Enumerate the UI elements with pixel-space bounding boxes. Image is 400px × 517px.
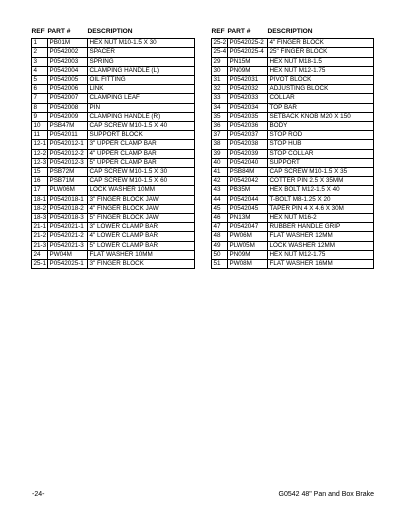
- part-number-cell: PSB84M: [228, 168, 268, 177]
- part-number-cell: P0542008: [48, 103, 88, 112]
- table-row: [32, 76, 195, 85]
- ref-cell: 40: [212, 158, 228, 167]
- description-cell: SETBACK KNOB M20 X 150: [268, 112, 374, 121]
- description-cell: COLLAR: [268, 94, 374, 103]
- table-row: [212, 57, 374, 66]
- table-row: [212, 94, 374, 103]
- table-row: [32, 250, 195, 259]
- table-row: [32, 177, 195, 186]
- description-cell: TOP BAR: [268, 103, 374, 112]
- document-title: G0542 48" Pan and Box Brake: [278, 491, 374, 498]
- ref-cell: 36: [212, 122, 228, 131]
- table-row: [32, 214, 195, 223]
- part-number-cell: PN13M: [228, 214, 268, 223]
- table-row: [32, 131, 195, 140]
- part-number-cell: P0542047: [228, 223, 268, 232]
- part-number-cell: P0542031: [228, 76, 268, 85]
- description-cell: STOP ROD: [268, 131, 374, 140]
- description-cell: HEX NUT M18-1.5: [268, 57, 374, 66]
- part-number-cell: PSB47M: [48, 122, 88, 131]
- ref-cell: 21-3: [33, 241, 47, 249]
- part-number-cell: PN09M: [228, 66, 268, 75]
- description-cell: 3" UPPER CLAMP BAR: [88, 140, 195, 149]
- ref-cell: 3: [32, 57, 48, 66]
- ref-cell: 34: [212, 103, 228, 112]
- part-number-cell: PB35M: [228, 186, 268, 195]
- part-number-cell: P0542005: [48, 76, 88, 85]
- parts-table-left-body: [32, 39, 195, 269]
- description-cell: T-BOLT M8-1.25 X 20: [268, 195, 374, 204]
- ref-cell: 51: [212, 260, 228, 269]
- table-row: [32, 168, 195, 177]
- table-header-row: [32, 28, 195, 39]
- table-row: [32, 223, 195, 232]
- description-cell: PIVOT BLOCK: [268, 76, 374, 85]
- part-number-cell: P0542009: [48, 112, 88, 121]
- ref-cell: 10: [32, 122, 48, 131]
- table-row: [212, 241, 374, 250]
- table-row: [32, 186, 195, 195]
- table-row: [32, 241, 195, 250]
- ref-cell: 33: [212, 94, 228, 103]
- ref-cell: 12-1: [33, 140, 47, 148]
- description-header: DESCRIPTION: [87, 28, 133, 35]
- table-row: [212, 168, 374, 177]
- description-cell: CAP SCREW M10-1.5 X 40: [88, 122, 195, 131]
- table-row: [212, 250, 374, 259]
- parts-table-right-body: [212, 39, 374, 269]
- description-cell: STOP HUB: [268, 140, 374, 149]
- description-cell: 5" LOWER CLAMP BAR: [88, 241, 195, 250]
- part-number-cell: P0542025-2: [228, 39, 268, 48]
- part-number-cell: P0542045: [228, 204, 268, 213]
- table-row: [32, 85, 195, 94]
- part-number-cell: PW08M: [228, 260, 268, 269]
- ref-cell: 50: [212, 250, 228, 259]
- description-cell: CLAMPING LEAF: [88, 94, 195, 103]
- description-cell: LOCK WASHER 10MM: [88, 186, 195, 195]
- part-number-cell: P0542034: [228, 103, 268, 112]
- ref-cell: 48: [212, 232, 228, 241]
- ref-cell: 32: [212, 85, 228, 94]
- table-row: [212, 195, 374, 204]
- part-number-cell: P0542003: [48, 57, 88, 66]
- ref-cell: 45: [212, 204, 228, 213]
- ref-cell: 6: [32, 85, 48, 94]
- ref-cell: 35: [212, 112, 228, 121]
- ref-cell: 25-4: [213, 48, 227, 56]
- table-row: [212, 214, 374, 223]
- description-cell: 3" FINGER BLOCK: [88, 260, 195, 269]
- ref-cell: 41: [212, 168, 228, 177]
- description-cell: HEX BOLT M12-1.5 X 40: [268, 186, 374, 195]
- description-cell: SPRING: [88, 57, 195, 66]
- description-cell: 4" FINGER BLOCK: [268, 39, 374, 48]
- part-number-cell: P0542012-1: [48, 140, 88, 149]
- part-number-cell: P0542036: [228, 122, 268, 131]
- description-cell: SUPPORT BLOCK: [88, 131, 195, 140]
- table-row: [212, 66, 374, 75]
- ref-cell: 16: [32, 177, 48, 186]
- table-row: [212, 232, 374, 241]
- parts-table-left: [31, 28, 195, 269]
- part-number-cell: P0542038: [228, 140, 268, 149]
- table-row: [32, 48, 195, 57]
- part-number-cell: PB01M: [48, 39, 88, 48]
- ref-cell: 1: [32, 39, 48, 48]
- description-cell: CLAMPING HANDLE (L): [88, 66, 195, 75]
- description-cell: LINK: [88, 85, 195, 94]
- part-number-cell: PN09M: [228, 250, 268, 259]
- part-number-cell: P0542018-2: [48, 204, 88, 213]
- description-cell: 4" UPPER CLAMP BAR: [88, 149, 195, 158]
- ref-cell: 7: [32, 94, 48, 103]
- table-row: [32, 122, 195, 131]
- table-row: [212, 186, 374, 195]
- description-cell: PIN: [88, 103, 195, 112]
- description-cell: TAPER PIN 4 X 4.6 X 30M: [268, 204, 374, 213]
- part-number-cell: P0542012-3: [48, 158, 88, 167]
- part-number-header: PART #: [47, 28, 71, 35]
- part-number-cell: P0542040: [228, 158, 268, 167]
- table-row: [32, 103, 195, 112]
- ref-cell: 21-2: [33, 232, 47, 240]
- description-cell: LOCK WASHER 12MM: [268, 241, 374, 250]
- part-number-cell: PW04M: [48, 250, 88, 259]
- description-cell: 4" FINGER BLOCK JAW: [88, 204, 195, 213]
- ref-cell: 2: [32, 48, 48, 57]
- part-number-cell: P0542011: [48, 131, 88, 140]
- part-number-cell: P0542021-2: [48, 232, 88, 241]
- ref-cell: 21-1: [33, 223, 47, 231]
- description-cell: 5" UPPER CLAMP BAR: [88, 158, 195, 167]
- description-cell: 3" FINGER BLOCK JAW: [88, 195, 195, 204]
- ref-cell: 8: [32, 103, 48, 112]
- part-number-cell: PSB71M: [48, 177, 88, 186]
- part-number-cell: P0542025-1: [48, 260, 88, 269]
- description-cell: RUBBER HANDLE GRIP: [268, 223, 374, 232]
- description-cell: FLAT WASHER 16MM: [268, 260, 374, 269]
- ref-cell: 39: [212, 149, 228, 158]
- part-number-cell: P0542012-2: [48, 149, 88, 158]
- description-cell: STOP COLLAR: [268, 149, 374, 158]
- table-row: [212, 122, 374, 131]
- ref-cell: 24: [32, 250, 48, 259]
- table-row: [32, 94, 195, 103]
- description-cell: 25" FINGER BLOCK: [268, 48, 374, 57]
- table-row: [212, 112, 374, 121]
- part-number-cell: P0542004: [48, 66, 88, 75]
- part-number-cell: P0542021-1: [48, 223, 88, 232]
- ref-cell: 31: [212, 76, 228, 85]
- description-cell: SPACER: [88, 48, 195, 57]
- part-number-cell: P0542006: [48, 85, 88, 94]
- ref-cell: 17: [32, 186, 48, 195]
- part-number-cell: P0542039: [228, 149, 268, 158]
- ref-cell: 47: [212, 223, 228, 232]
- description-cell: 5" FINGER BLOCK JAW: [88, 214, 195, 223]
- table-row: [212, 149, 374, 158]
- ref-cell: 42: [212, 177, 228, 186]
- table-row: [32, 57, 195, 66]
- table-row: [32, 66, 195, 75]
- description-cell: 3" LOWER CLAMP BAR: [88, 223, 195, 232]
- part-number-cell: P0542018-3: [48, 214, 88, 223]
- description-cell: SUPPORT: [268, 158, 374, 167]
- description-cell: BODY: [268, 122, 374, 131]
- page-number: -24-: [32, 491, 45, 498]
- table-row: [32, 260, 195, 269]
- ref-cell: 9: [32, 112, 48, 121]
- ref-cell: 37: [212, 131, 228, 140]
- part-number-cell: P0542044: [228, 195, 268, 204]
- description-cell: HEX NUT M12-1.75: [268, 250, 374, 259]
- part-number-cell: P0542042: [228, 177, 268, 186]
- ref-cell: 49: [212, 241, 228, 250]
- ref-cell: 43: [212, 186, 228, 195]
- table-row: [212, 140, 374, 149]
- ref-cell: 12-2: [33, 149, 47, 157]
- part-number-cell: PW06M: [228, 232, 268, 241]
- table-row: [212, 260, 374, 269]
- ref-cell: 15: [32, 168, 48, 177]
- ref-header: REF: [211, 28, 225, 35]
- table-row: [32, 112, 195, 121]
- ref-cell: 25-2: [213, 39, 227, 47]
- table-row: [32, 204, 195, 213]
- part-number-cell: P0542035: [228, 112, 268, 121]
- part-number-cell: P0542033: [228, 94, 268, 103]
- table-row: [32, 39, 195, 48]
- description-cell: FLAT WASHER 10MM: [88, 250, 195, 259]
- part-number-cell: P0542002: [48, 48, 88, 57]
- description-cell: CAP SCREW M10-1.5 X 60: [88, 177, 195, 186]
- description-cell: COTTER PIN 2.5 X 35MM: [268, 177, 374, 186]
- part-number-cell: P0542025-4: [228, 48, 268, 57]
- description-cell: CLAMPING HANDLE (R): [88, 112, 195, 121]
- ref-cell: 12-3: [33, 158, 47, 166]
- table-row: [32, 158, 195, 167]
- ref-cell: 11: [32, 131, 48, 140]
- part-number-cell: P0542007: [48, 94, 88, 103]
- description-cell: FLAT WASHER 12MM: [268, 232, 374, 241]
- table-row: [212, 39, 374, 48]
- parts-table-right: [211, 28, 374, 269]
- part-number-cell: P0542032: [228, 85, 268, 94]
- part-number-cell: PLW06M: [48, 186, 88, 195]
- ref-header: REF: [31, 28, 45, 35]
- part-number-cell: PLW05M: [228, 241, 268, 250]
- table-row: [32, 232, 195, 241]
- table-row: [212, 158, 374, 167]
- table-row: [212, 131, 374, 140]
- part-number-cell: PSB72M: [48, 168, 88, 177]
- ref-cell: 25-1: [33, 260, 47, 268]
- ref-cell: 38: [212, 140, 228, 149]
- table-row: [212, 76, 374, 85]
- table-row: [32, 195, 195, 204]
- description-header: DESCRIPTION: [267, 28, 313, 35]
- description-cell: HEX NUT M12-1.75: [268, 66, 374, 75]
- table-row: [212, 85, 374, 94]
- part-number-header: PART #: [227, 28, 251, 35]
- part-number-cell: PN15M: [228, 57, 268, 66]
- ref-cell: 44: [212, 195, 228, 204]
- table-row: [212, 103, 374, 112]
- table-row: [212, 223, 374, 232]
- table-row: [212, 48, 374, 57]
- table-row: [212, 204, 374, 213]
- table-header-row: [212, 28, 374, 39]
- table-row: [32, 140, 195, 149]
- table-row: [212, 177, 374, 186]
- part-number-cell: P0542037: [228, 131, 268, 140]
- description-cell: HEX NUT M10-1.5 X 30: [88, 39, 195, 48]
- description-cell: ADJUSTING BLOCK: [268, 85, 374, 94]
- ref-cell: 4: [32, 66, 48, 75]
- ref-cell: 29: [212, 57, 228, 66]
- ref-cell: 18-3: [33, 214, 47, 222]
- ref-cell: 30: [212, 66, 228, 75]
- part-number-cell: P0542021-3: [48, 241, 88, 250]
- ref-cell: 5: [32, 76, 48, 85]
- description-cell: OIL FITTING: [88, 76, 195, 85]
- description-cell: 4" LOWER CLAMP BAR: [88, 232, 195, 241]
- table-row: [32, 149, 195, 158]
- description-cell: CAP SCREW M10-1.5 X 35: [268, 168, 374, 177]
- description-cell: CAP SCREW M10-1.5 X 30: [88, 168, 195, 177]
- ref-cell: 18-2: [33, 204, 47, 212]
- description-cell: HEX NUT M16-2: [268, 214, 374, 223]
- ref-cell: 46: [212, 214, 228, 223]
- part-number-cell: P0542018-1: [48, 195, 88, 204]
- ref-cell: 18-1: [33, 195, 47, 203]
